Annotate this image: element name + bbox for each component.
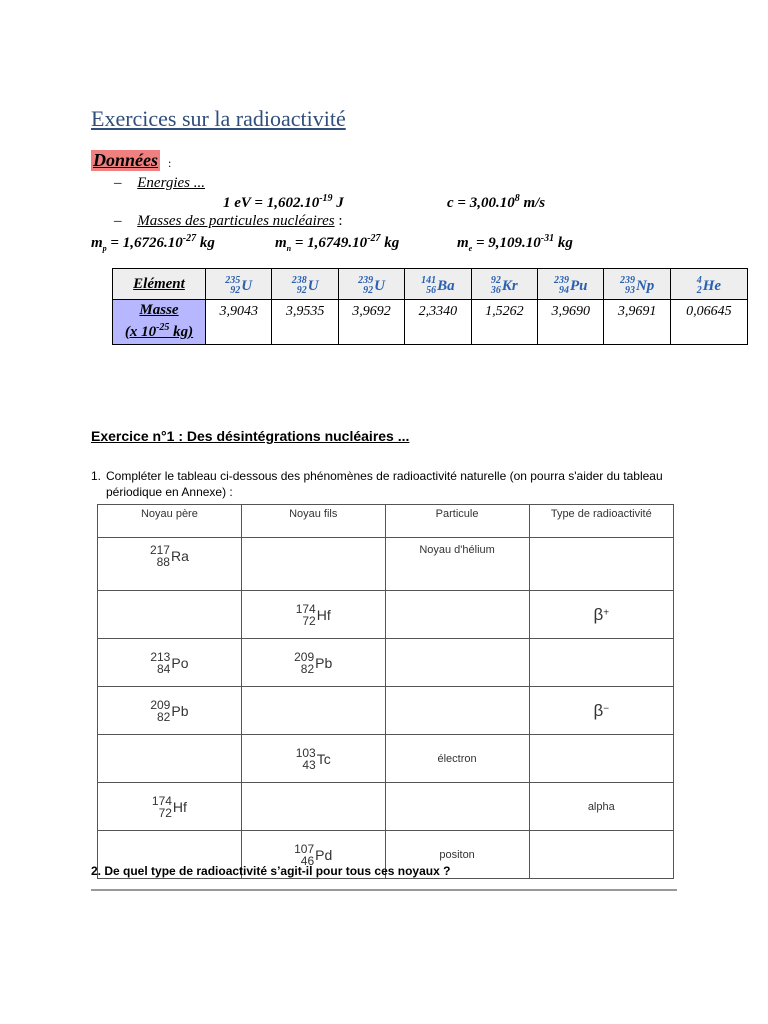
masses-label: Masses des particules nucléaires <box>137 213 335 229</box>
masses-line <box>114 213 343 230</box>
mass-number: 92 <box>490 275 501 286</box>
daughter-nucleus-cell <box>241 639 385 687</box>
me-sym: m <box>457 235 469 251</box>
mn-sym: m <box>275 235 287 251</box>
element-cell <box>206 269 272 300</box>
mass-header-prefix: (x 10 <box>124 324 157 340</box>
element-row <box>113 269 748 300</box>
atomic-number: 84 <box>157 661 171 676</box>
element-symbol: Pu <box>569 277 588 294</box>
table-row <box>98 591 674 639</box>
element-symbol: Ra <box>170 548 189 564</box>
table-header-row <box>98 505 674 538</box>
atomic-number: 92 <box>230 285 241 296</box>
mass-number: 235 <box>225 275 241 286</box>
atomic-number: 93 <box>624 285 635 296</box>
parent-nucleus-cell[interactable] <box>98 735 242 783</box>
atomic-number: 2 <box>696 285 702 296</box>
particle-cell[interactable] <box>385 591 529 639</box>
column-header: Particule <box>385 505 529 538</box>
table-row <box>98 639 674 687</box>
atomic-number: 36 <box>490 285 501 296</box>
mass-number: 217 <box>149 543 170 557</box>
element-symbol: Kr <box>501 277 518 294</box>
mass-value: 3,9690 <box>538 300 604 345</box>
element-symbol: Ba <box>437 277 455 294</box>
atomic-number: 82 <box>300 661 315 676</box>
element-symbol: He <box>702 277 722 294</box>
c-formula-unit: m/s <box>519 195 546 211</box>
column-header: Noyau fils <box>241 505 385 538</box>
parent-nucleus-cell <box>98 538 242 591</box>
radioactivity-type-cell <box>529 591 673 639</box>
element-cell <box>604 269 670 300</box>
element-cell <box>405 269 471 300</box>
mass-header-exp: -25 <box>156 322 170 333</box>
mass-header-line1: Masse <box>139 302 179 318</box>
mp-formula <box>91 233 215 253</box>
mass-value: 3,9043 <box>206 300 272 345</box>
bullet-dash: – <box>114 213 122 229</box>
mass-number: 209 <box>150 697 171 712</box>
mass-number: 107 <box>294 841 315 856</box>
mp-unit: kg <box>196 235 215 251</box>
element-header: Elément <box>113 269 206 300</box>
mass-number: 103 <box>295 745 316 760</box>
mass-number: 213 <box>150 649 171 664</box>
element-symbol: Pb <box>315 654 333 671</box>
radioactivity-type-cell: alpha <box>529 783 673 831</box>
radioactivity-type-cell[interactable] <box>529 735 673 783</box>
question-1 <box>91 468 681 500</box>
table-row <box>98 538 674 591</box>
question-2: 2. De quel type de radioactivité s’agit-il pour tous ces noyaux ? <box>91 864 451 878</box>
element-cell <box>272 269 338 300</box>
table-row <box>98 687 674 735</box>
c-formula-lhs: c = 3,00.10 <box>447 195 515 211</box>
atomic-number: 92 <box>296 285 307 296</box>
nuclide-symbol <box>296 747 331 771</box>
masses-colon: : <box>334 213 343 229</box>
nuclide-symbol <box>294 651 332 675</box>
exercise-title: Exercice n°1 : Des désintégrations nucléaires ... <box>91 428 410 444</box>
mass-value: 3,9691 <box>604 300 670 345</box>
ev-formula-lhs: 1 eV = 1,602.10 <box>223 195 320 211</box>
atomic-number: 92 <box>363 285 374 296</box>
radioactivity-type-cell[interactable] <box>529 639 673 687</box>
atomic-number: 72 <box>302 613 316 628</box>
element-cell <box>670 269 747 300</box>
element-symbol: Pb <box>171 702 189 719</box>
question-text: Compléter le tableau ci-dessous des phénomènes de radioactivité naturelle (on pourra s'aider du tableau périodique en Annexe) : <box>106 469 663 499</box>
element-cell <box>338 269 404 300</box>
table-row <box>98 735 674 783</box>
element-symbol: U <box>307 277 319 294</box>
nuclide-symbol <box>358 276 385 296</box>
mass-number: 239 <box>358 275 374 286</box>
element-symbol: Tc <box>316 750 331 767</box>
mp-sub: p <box>102 244 107 253</box>
radioactivity-table <box>97 504 674 879</box>
nuclide-symbol <box>296 603 331 627</box>
beta-symbol: β <box>593 604 604 624</box>
table-row <box>98 783 674 831</box>
energies-label: Energies ... <box>137 175 206 191</box>
element-cell <box>471 269 537 300</box>
nuclide-symbol <box>697 276 721 296</box>
parent-nucleus-cell <box>98 639 242 687</box>
nuclide-symbol <box>294 843 332 867</box>
daughter-nucleus-cell[interactable] <box>241 783 385 831</box>
beta-sign: + <box>603 606 610 618</box>
mass-number: 174 <box>295 601 316 616</box>
nuclide-symbol <box>421 276 455 296</box>
mp-sym: m <box>91 235 103 251</box>
atomic-number: 72 <box>158 805 172 820</box>
me-eq: = 9,109.10 <box>472 235 541 251</box>
element-symbol: Pd <box>315 846 333 863</box>
nuclide-symbol <box>150 651 188 675</box>
radioactivity-type-cell[interactable] <box>529 538 673 591</box>
mass-number: 239 <box>553 275 569 286</box>
mass-value: 2,3340 <box>405 300 471 345</box>
atomic-number: 82 <box>157 709 171 724</box>
donnees-heading: Données <box>93 150 159 170</box>
nuclide-symbol <box>150 544 189 568</box>
donnees-colon: : <box>168 156 172 170</box>
mass-value: 3,9692 <box>338 300 404 345</box>
nuclide-symbol <box>225 276 252 296</box>
element-symbol: Np <box>635 277 655 294</box>
energies-line <box>114 175 205 192</box>
mass-value: 3,9535 <box>272 300 338 345</box>
element-symbol: U <box>241 277 253 294</box>
particle-cell: électron <box>385 735 529 783</box>
element-symbol: Hf <box>172 798 187 815</box>
answer-line <box>91 889 677 891</box>
mass-number: 141 <box>421 275 437 286</box>
column-header: Type de radioactivité <box>529 505 673 538</box>
ev-formula-unit: J <box>332 195 344 211</box>
nuclide-symbol <box>150 699 188 723</box>
element-symbol: Hf <box>316 606 331 623</box>
atomic-number: 46 <box>300 853 315 868</box>
atomic-number: 56 <box>426 285 437 296</box>
beta-symbol: β <box>593 700 604 720</box>
c-formula <box>447 193 545 212</box>
element-cell <box>538 269 604 300</box>
ev-formula-exp: -19 <box>319 193 333 204</box>
me-formula <box>457 233 573 253</box>
parent-nucleus-cell[interactable] <box>98 591 242 639</box>
particle-cell[interactable] <box>385 687 529 735</box>
me-exp: -31 <box>540 233 555 244</box>
nuclide-symbol <box>554 276 588 296</box>
mass-row <box>113 300 748 345</box>
element-symbol: Po <box>171 654 189 671</box>
me-unit: kg <box>554 235 573 251</box>
daughter-nucleus-cell[interactable] <box>241 687 385 735</box>
mass-header-unit: kg) <box>169 324 194 340</box>
atomic-number: 88 <box>156 555 170 569</box>
nuclide-symbol <box>152 795 187 819</box>
mass-number: 239 <box>619 275 635 286</box>
mp-eq: = 1,6726.10 <box>106 235 183 251</box>
mass-value: 0,06645 <box>670 300 747 345</box>
bullet-dash: – <box>114 175 122 191</box>
column-header: Noyau père <box>98 505 242 538</box>
radioactivity-type-cell <box>529 687 673 735</box>
nuclide-symbol <box>491 276 518 296</box>
question-number: 1. <box>91 469 102 483</box>
beta-sign: − <box>603 702 610 714</box>
daughter-nucleus-cell <box>241 735 385 783</box>
nuclide-symbol <box>292 276 319 296</box>
me-sub: e <box>468 244 473 253</box>
mn-eq: = 1,6749.10 <box>291 235 368 251</box>
parent-nucleus-cell <box>98 783 242 831</box>
mn-unit: kg <box>380 235 400 251</box>
element-symbol: U <box>374 277 385 294</box>
mass-value: 1,5262 <box>471 300 537 345</box>
parent-nucleus-cell <box>98 687 242 735</box>
mass-number: 174 <box>151 793 172 808</box>
mass-number: 209 <box>294 649 315 664</box>
daughter-nucleus-cell <box>241 591 385 639</box>
mass-number: 4 <box>696 275 702 286</box>
particle-cell: Noyau d'hélium <box>385 538 529 591</box>
element-mass-table <box>112 268 748 345</box>
daughter-nucleus-cell[interactable] <box>241 538 385 591</box>
page-title: Exercices sur la radioactivité <box>91 106 346 131</box>
mp-exp: -27 <box>182 233 197 244</box>
particle-cell: positon <box>385 831 529 879</box>
particle-cell[interactable] <box>385 783 529 831</box>
mn-sub: n <box>286 244 292 253</box>
radioactivity-type-cell[interactable] <box>529 831 673 879</box>
mass-header <box>113 300 206 345</box>
mn-exp: -27 <box>367 233 381 244</box>
nuclide-symbol <box>620 276 654 296</box>
atomic-number: 94 <box>558 285 569 296</box>
c-formula-exp: 8 <box>514 193 520 204</box>
mass-number: 238 <box>291 275 307 286</box>
particle-cell[interactable] <box>385 639 529 687</box>
atomic-number: 43 <box>302 757 316 772</box>
ev-formula <box>223 193 344 212</box>
mn-formula <box>275 233 399 253</box>
